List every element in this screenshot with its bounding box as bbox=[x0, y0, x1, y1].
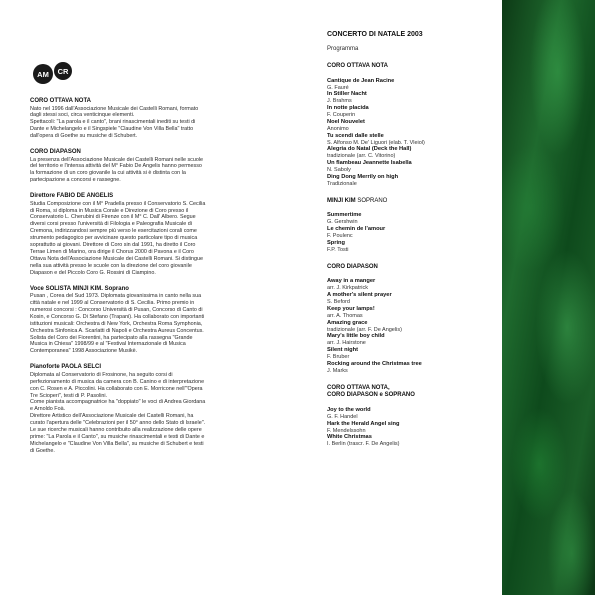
piece-composer: Tradizionale bbox=[327, 181, 357, 188]
program-section-heading-light: SOPRANO bbox=[355, 197, 388, 204]
program-section-heading-main: CORO OTTAVA NOTA, CORO DIAPASON e SOPRANO bbox=[327, 384, 415, 399]
program-section-heading bbox=[327, 198, 499, 206]
piece-composer: G. Gershwin bbox=[327, 219, 358, 226]
logo-text-right: CR bbox=[57, 67, 69, 76]
program-piece bbox=[327, 434, 499, 448]
program-piece bbox=[327, 347, 499, 361]
piece-title: Un flambeau Jeannette Isabella bbox=[327, 160, 412, 167]
bio-section bbox=[30, 286, 298, 356]
program-piece bbox=[327, 105, 499, 119]
bio-section bbox=[30, 193, 298, 276]
bio-section-title: Voce SOLISTA MINJI KIM. Soprano bbox=[30, 285, 129, 292]
concert-title: CONCERTO DI NATALE 2003 bbox=[327, 31, 423, 38]
program-piece bbox=[327, 78, 499, 92]
piece-title: Spring bbox=[327, 239, 346, 246]
piece-composer: F. Mendelssohn bbox=[327, 427, 366, 434]
program-piece bbox=[327, 91, 499, 105]
piece-composer: J. Brahms bbox=[327, 98, 352, 105]
program-sections bbox=[327, 63, 499, 448]
program-piece bbox=[327, 421, 499, 435]
program-section-heading bbox=[327, 385, 499, 400]
bio-section-body: La presenza dell'Associazione Musicale dei Castelli Romani nelle scuole del territorio e l'intensa attività del M° Fabio De Angelis hanno permesso la formazione di un coro giovanile la cui attività si è distinta con la partecipazione a concorsi e rassegne. bbox=[30, 156, 204, 184]
program-piece bbox=[327, 361, 499, 375]
piece-title: Ding Dong Merrily on high bbox=[327, 174, 399, 181]
piece-title: Mary's little boy child bbox=[327, 333, 385, 340]
program-section-heading-main: CORO DIAPASON bbox=[327, 263, 378, 270]
bio-section-body: Diplomata al Conservatorio di Frosinone, ha seguito corsi di perfezionamento di musica da camera con B. Canino e di interpretazione con C. Rosen e A. Piccolini. Ha collaborato con E. Morricone nell'"Opera Tre Scioperi", testi di P. Pasolini. Come pianista accompagnatrice ha "doppiato" le voci di Andrea Giordana e Arnoldo Foà. Direttore Artistico dell'Associazione Musicale dei Castelli Romani, ha curato l'apertura delle "Celebrazioni per il 50° anno dello Stato di Israele". Le sue ricerche musicali hanno contribuito alla realizzazione delle opere prime: "La Parola e il Canto", su musiche rinascimentali e testi di Dante e Michelangelo e "Claudine Von Villa Bella", su musiche di Schubert e testi di Goethe. bbox=[30, 371, 206, 454]
program-piece bbox=[327, 133, 499, 147]
piece-composer: N. Saboly bbox=[327, 167, 351, 174]
piece-title: A mother's silent prayer bbox=[327, 292, 392, 299]
program-section-heading bbox=[327, 63, 499, 71]
bio-section bbox=[30, 98, 298, 140]
piece-title: Tu scendi dalle stelle bbox=[327, 132, 384, 139]
bio-section-body: Pusan , Corea del Sud 1973. Diplomata giovanissima in canto nella sua città natale e nel 1999 al Conservatorio di S. Cecilia. Primo premio in numerosi concorsi : Concorso Università di Pusan, Concorso di Canto di Kosin, e Concorso G. Di Stefano (Trapani). Ha collaborato con importanti istituzioni musicali: Orchestra di New York, Orchestra Roma Symphonia, Orchestra Sinfonica A. Scarlatti di Napoli e Orchestra Aureus Concentus. Solista del Coro dei Fiorentini, ha partecipato alla rassegna "Grande Musica in Chiesa" 1998/99 e al "Festival Internazionale di Musica Contemporanea" 1998 Associazione Musikè. bbox=[30, 293, 205, 355]
program-section-heading-main: CORO OTTAVA NOTA bbox=[327, 63, 388, 69]
piece-composer: G. F. Handel bbox=[327, 413, 358, 420]
program-section-heading-main: MINJI KIM bbox=[327, 197, 356, 204]
piece-composer: arr. A. Thomas bbox=[327, 312, 363, 319]
piece-composer: F.P. Tosti bbox=[327, 246, 349, 253]
piece-title: Joy to the world bbox=[327, 406, 371, 413]
piece-title: Away in a manger bbox=[327, 278, 376, 285]
program-piece bbox=[327, 292, 499, 306]
program-piece bbox=[327, 278, 499, 292]
piece-composer: arr. J. Kirkpatrick bbox=[327, 285, 368, 292]
piece-composer: F. Bruber bbox=[327, 354, 350, 361]
biographies-column bbox=[30, 98, 298, 464]
bio-section bbox=[30, 364, 298, 454]
program-piece bbox=[327, 320, 499, 334]
bio-section-body: Nato nel 1996 dall'Associazione Musicale dei Castelli Romani, formato dagli stessi soci, circa venticinque elementi. Spettacoli: "La parola e il canto", brani rinascimentali inediti su testi di Dante e Michelangelo e il Singspiele "Claudine Von Villa Bella" tratto dall'opera di Goethe su musiche di Schubert. bbox=[30, 105, 199, 140]
program-piece bbox=[327, 160, 499, 174]
program-subtitle: Programma bbox=[327, 46, 359, 52]
piece-composer: Anonimo bbox=[327, 125, 349, 132]
piece-title: Rocking around the Christmas tree bbox=[327, 361, 422, 368]
piece-title: Silent night bbox=[327, 347, 358, 354]
piece-composer: S. Alfonso M. De' Liguori (elab. T. Vleiol) bbox=[327, 139, 425, 146]
program-section-heading bbox=[327, 264, 499, 272]
piece-composer: S. Beford bbox=[327, 299, 350, 306]
bio-section-title: CORO DIAPASON bbox=[30, 149, 81, 156]
amcr-logo-icon bbox=[30, 60, 76, 86]
bio-section-title: Direttore FABIO DE ANGELIS bbox=[30, 193, 114, 200]
logo-text-left: AM bbox=[37, 70, 49, 79]
piece-composer: F. Poulenc bbox=[327, 233, 353, 240]
program-piece bbox=[327, 333, 499, 347]
piece-title: Summertime bbox=[327, 212, 362, 219]
bio-section-title: Pianoforte PAOLA SELCI bbox=[30, 364, 102, 371]
piece-composer: G. Fauré bbox=[327, 84, 349, 91]
piece-title: Alegria do Natal (Deck the Hall) bbox=[327, 146, 412, 153]
piece-title: White Christmas bbox=[327, 434, 372, 441]
green-decorative-band bbox=[502, 0, 595, 595]
piece-title: Le chemin de l'amour bbox=[327, 226, 386, 233]
piece-composer: J. Marks bbox=[327, 368, 348, 375]
piece-composer: F. Couperin bbox=[327, 112, 356, 119]
program-piece bbox=[327, 119, 499, 133]
bio-section-body: Studia Composizione con il M° Pradella presso il Conservatorio S. Cecilia di Roma, si diploma in Musica Corale e Direzione di Coro presso il Conservatorio L. Cherubini di Firenze con il M° C. Dall' Albero. Segue diversi corsi presso l'università di Filologia e Paleografia Musicale di Cremona, indirizzandosi sempre più verso le esercitazioni corali come strumento pedagogico per avvicinare questo particolare tipo di musica soprattutto ai giovani. Direttore di Coro sin dal 1991, ha diretto il Coro Terrae Limen di Marino, ora dirige il Chorus 2000 di Pavona e il Coro Ottava Nota dell'Associazione Musicale dei Castelli Romani. Si distingue nella sua attività presso le scuole con la direzione del coro giovanile Diapason e del Piccolo Coro G. Rossini di Ciampino. bbox=[30, 200, 206, 276]
piece-title: Noel Nouvelet bbox=[327, 118, 365, 125]
piece-composer: arr. J. Hairstone bbox=[327, 340, 366, 347]
program-piece bbox=[327, 212, 499, 226]
piece-title: Cantique de Jean Racine bbox=[327, 77, 395, 84]
program-piece bbox=[327, 407, 499, 421]
piece-composer: tradizionale (arr. F. De Angelis) bbox=[327, 326, 402, 333]
piece-composer: I. Berlin (trascr. F. De Angelis) bbox=[327, 441, 400, 448]
program-piece bbox=[327, 240, 499, 254]
program-piece bbox=[327, 174, 499, 188]
piece-title: In notte placida bbox=[327, 105, 369, 112]
piece-title: Keep your lamps! bbox=[327, 305, 375, 312]
program-piece bbox=[327, 146, 499, 160]
bio-section-title: CORO OTTAVA NOTA bbox=[30, 98, 91, 104]
piece-composer: tradizionale (arr. C. Vitorino) bbox=[327, 153, 396, 160]
program-piece bbox=[327, 226, 499, 240]
program-column bbox=[327, 30, 499, 448]
piece-title: Amazing grace bbox=[327, 319, 368, 326]
piece-title: Hark the Herald Angel sing bbox=[327, 420, 400, 427]
program-piece bbox=[327, 306, 499, 320]
bio-section bbox=[30, 149, 298, 184]
piece-title: In Stiller Nacht bbox=[327, 91, 367, 98]
